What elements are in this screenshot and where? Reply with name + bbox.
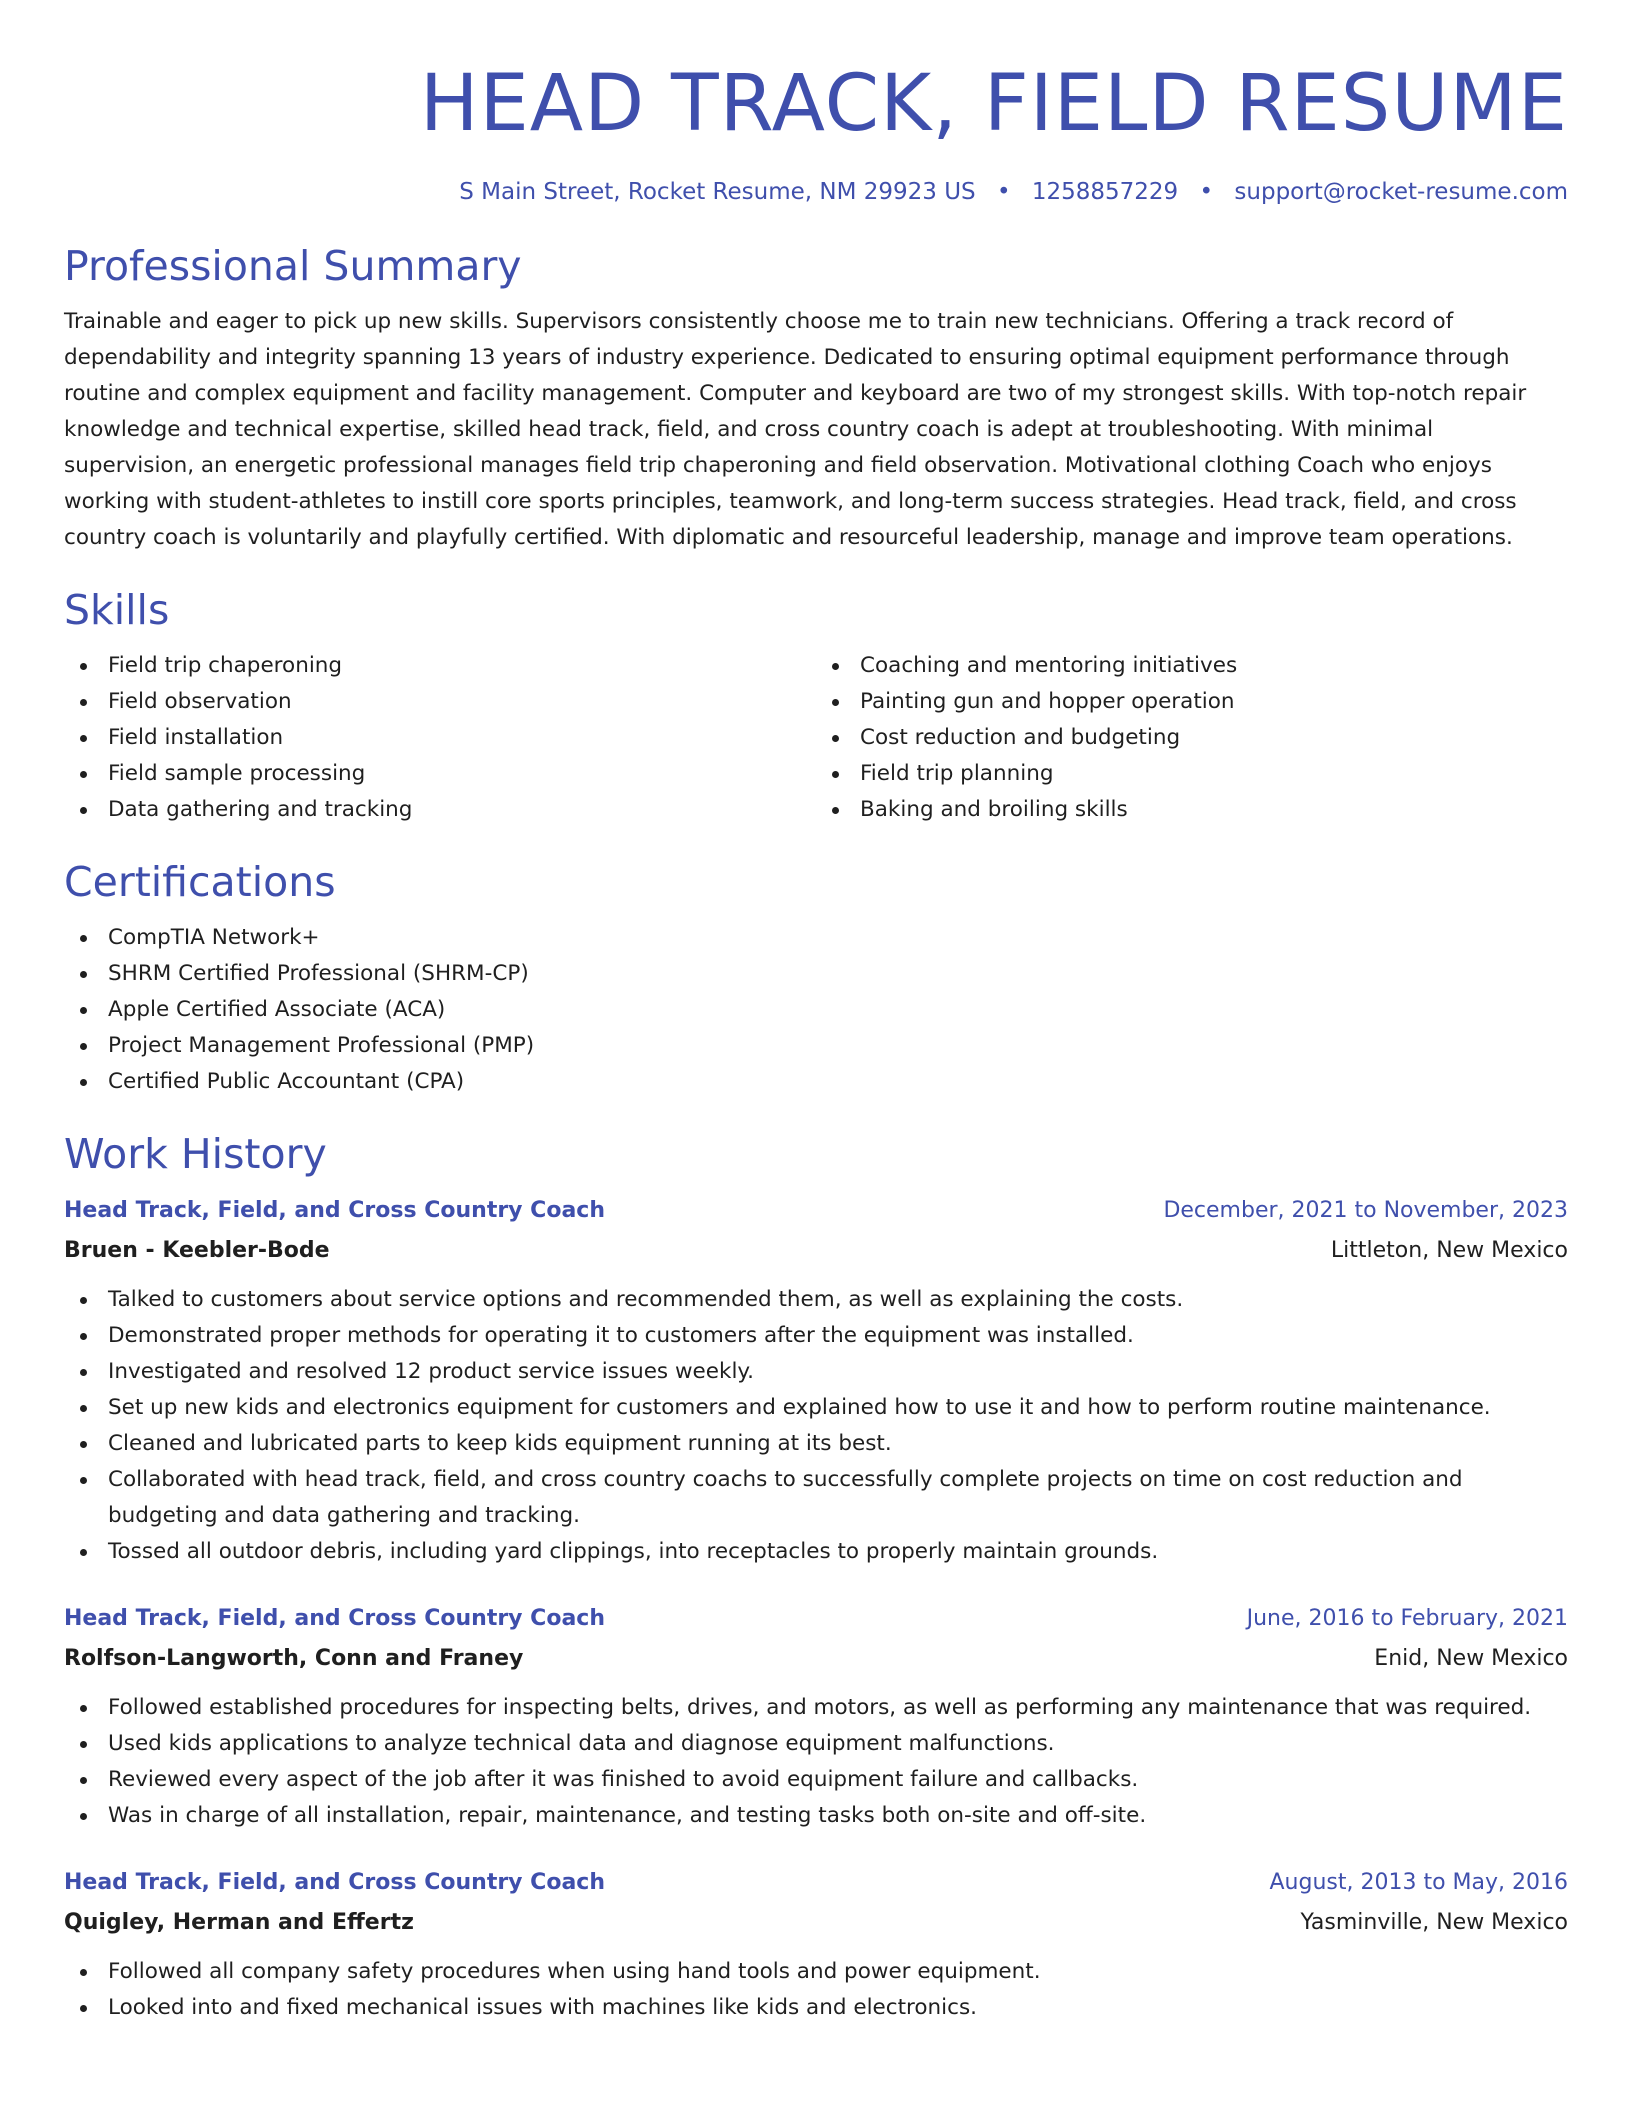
job-bullet: Tossed all outdoor debris, including yard clippings, into receptacles to properly maintain grounds. [108, 1534, 1568, 1570]
job-bullets [64, 1282, 1568, 1570]
job-bullet: Talked to customers about service options and recommended them, as well as explaining the costs. [108, 1282, 1568, 1318]
skill-item: Data gathering and tracking [108, 792, 816, 828]
certifications-list [64, 920, 1568, 1100]
job-company: Bruen - Keebler-Bode [64, 1238, 330, 1263]
contact-line [64, 174, 1568, 210]
job-header-row [64, 1600, 1568, 1638]
skills-heading: Skills [64, 586, 170, 634]
job-title: Head Track, Field, and Cross Country Coach [64, 1870, 605, 1895]
job-dates: June, 2016 to February, 2021 [1246, 1606, 1568, 1631]
skill-item: Painting gun and hopper operation [860, 684, 1568, 720]
job-bullet: Looked into and fixed mechanical issues with machines like kids and electronics. [108, 1990, 1568, 2026]
job-bullet: Investigated and resolved 12 product service issues weekly. [108, 1354, 1568, 1390]
job-company-row [64, 1230, 1568, 1272]
job-title: Head Track, Field, and Cross Country Coach [64, 1198, 605, 1223]
job-bullets [64, 1690, 1568, 1834]
job-location: Littleton, New Mexico [1330, 1238, 1568, 1263]
job-header-row [64, 1864, 1568, 1902]
certification-item: CompTIA Network+ [108, 920, 1568, 956]
skills-column-right [816, 648, 1568, 828]
work-history-heading: Work History [64, 1130, 327, 1178]
job-bullet: Collaborated with head track, field, and cross country coachs to successfully complete projects on time on cost reduction and budgeting and data gathering and tracking. [108, 1462, 1568, 1534]
resume-page [64, 0, 1568, 2026]
contact-separator: • [996, 179, 1011, 205]
job-bullet: Demonstrated proper methods for operating it to customers after the equipment was installed. [108, 1318, 1568, 1354]
job-bullets [64, 1954, 1568, 2026]
job-dates: December, 2021 to November, 2023 [1163, 1198, 1568, 1223]
summary-text: Trainable and eager to pick up new skills. Supervisors consistently choose me to train new technicians. Offering a track record of dependability and integrity spanning 13 years of industry experience. Dedicated to ensuring optimal equipment performance through routine and complex equipment and facility management. Computer and keyboard are two of my strongest skills. With top-notch repair knowledge and technical expertise, skilled head track, field, and cross country coach is adept at troubleshooting. With minimal supervision, an energetic professional manages field trip chaperoning and field observation. Motivational clothing Coach who enjoys working with student-athletes to instill core sports principles, teamwork, and long-term success strategies. Head track, field, and cross country coach is voluntarily and playfully certified. With diplomatic and resourceful leadership, manage and improve team operations. [64, 309, 1527, 550]
skill-item: Field trip planning [860, 756, 1568, 792]
job-bullet: Followed established procedures for inspecting belts, drives, and motors, as well as performing any maintenance that was required. [108, 1690, 1568, 1726]
job-company: Rolfson-Langworth, Conn and Franey [64, 1646, 524, 1671]
job-location: Enid, New Mexico [1374, 1646, 1568, 1671]
job-header-row [64, 1192, 1568, 1230]
certifications-heading: Certifications [64, 858, 336, 906]
summary-heading: Professional Summary [64, 242, 522, 290]
job-bullet: Cleaned and lubricated parts to keep kids equipment running at its best. [108, 1426, 1568, 1462]
skills-list [64, 648, 1568, 828]
resume-name: HEAD TRACK, FIELD RESUME [419, 59, 1568, 149]
skill-item: Baking and broiling skills [860, 792, 1568, 828]
job-bullet: Used kids applications to analyze technical data and diagnose equipment malfunctions. [108, 1726, 1568, 1762]
certification-item: Project Management Professional (PMP) [108, 1028, 1568, 1064]
skill-item: Field installation [108, 720, 816, 756]
contact-separator: • [1199, 179, 1214, 205]
job-bullet: Set up new kids and electronics equipment for customers and explained how to use it and how to perform routine maintenance. [108, 1390, 1568, 1426]
skill-item: Field trip chaperoning [108, 648, 816, 684]
job-entry [64, 1864, 1568, 2026]
certification-item: Apple Certified Associate (ACA) [108, 992, 1568, 1028]
skill-item: Field sample processing [108, 756, 816, 792]
job-entry [64, 1192, 1568, 1570]
skill-item: Field observation [108, 684, 816, 720]
contact-address: S Main Street, Rocket Resume, NM 29923 US [459, 179, 976, 205]
skills-column-left [64, 648, 816, 828]
job-company-row [64, 1902, 1568, 1944]
certification-item: Certified Public Accountant (CPA) [108, 1064, 1568, 1100]
job-company-row [64, 1638, 1568, 1680]
job-entry [64, 1600, 1568, 1834]
certification-item: SHRM Certified Professional (SHRM-CP) [108, 956, 1568, 992]
job-dates: August, 2013 to May, 2016 [1269, 1870, 1568, 1895]
skill-item: Cost reduction and budgeting [860, 720, 1568, 756]
job-company: Quigley, Herman and Effertz [64, 1910, 414, 1935]
job-bullet: Followed all company safety procedures when using hand tools and power equipment. [108, 1954, 1568, 1990]
job-location: Yasminville, New Mexico [1300, 1910, 1568, 1935]
skill-item: Coaching and mentoring initiatives [860, 648, 1568, 684]
contact-email[interactable]: support@rocket-resume.com [1234, 179, 1568, 205]
job-bullet: Was in charge of all installation, repair, maintenance, and testing tasks both on-site and off-site. [108, 1798, 1568, 1834]
contact-phone: 1258857229 [1031, 179, 1179, 205]
job-title: Head Track, Field, and Cross Country Coach [64, 1606, 605, 1631]
job-bullet: Reviewed every aspect of the job after it was finished to avoid equipment failure and callbacks. [108, 1762, 1568, 1798]
